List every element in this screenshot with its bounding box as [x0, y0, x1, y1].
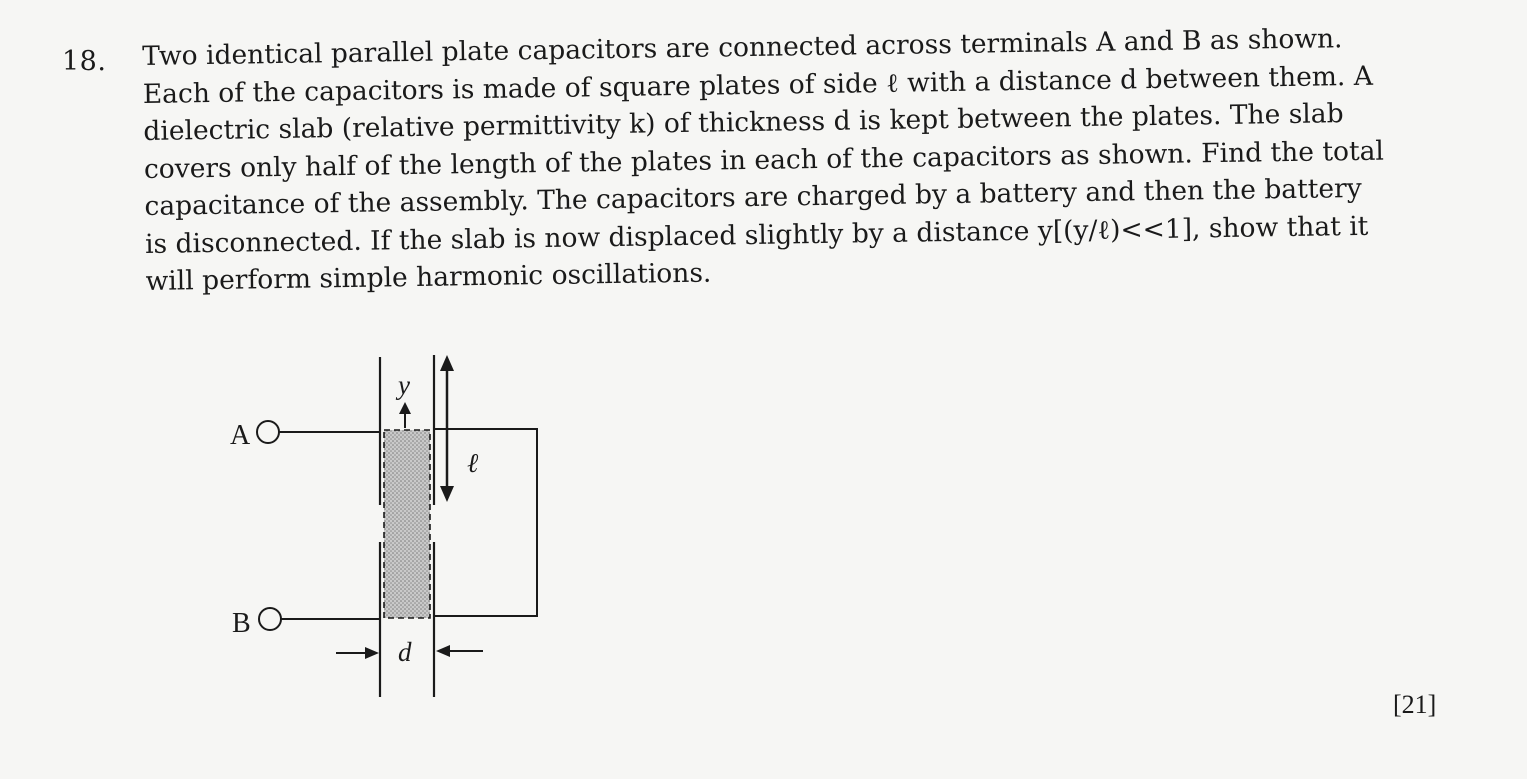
terminal-b-label: B: [232, 608, 251, 639]
terminal-a-icon: [257, 421, 279, 443]
dielectric-slab: [384, 430, 430, 618]
question-number: 18.: [62, 46, 107, 77]
question-line: covers only half of the length of the plates in each of the capacitors as shown. Find the total: [143, 135, 1385, 185]
length-label: ℓ: [467, 448, 479, 478]
question-line: capacitance of the assembly. The capacitors are charged by a battery and then the battery: [144, 172, 1362, 222]
question-line: dielectric slab (relative permittivity k) of thickness d is kept between the plates. The slab: [143, 98, 1344, 147]
marks: [21]: [1393, 690, 1437, 719]
question-line: is disconnected. If the slab is now displaced slightly by a distance y[(y/ℓ)<<1], show that it: [144, 210, 1369, 260]
thickness-label: d: [398, 637, 412, 667]
question-line: Two identical parallel plate capacitors are connected across terminals A and B as shown.: [142, 23, 1343, 72]
y-arrow-icon: [399, 402, 411, 428]
question-line: Each of the capacitors is made of square plates of side ℓ with a distance d between them. A: [142, 60, 1374, 110]
question-line: will perform simple harmonic oscillations.: [145, 257, 712, 297]
terminal-a-label: A: [230, 420, 251, 451]
terminal-b-icon: [259, 608, 281, 630]
y-label: y: [398, 370, 410, 400]
